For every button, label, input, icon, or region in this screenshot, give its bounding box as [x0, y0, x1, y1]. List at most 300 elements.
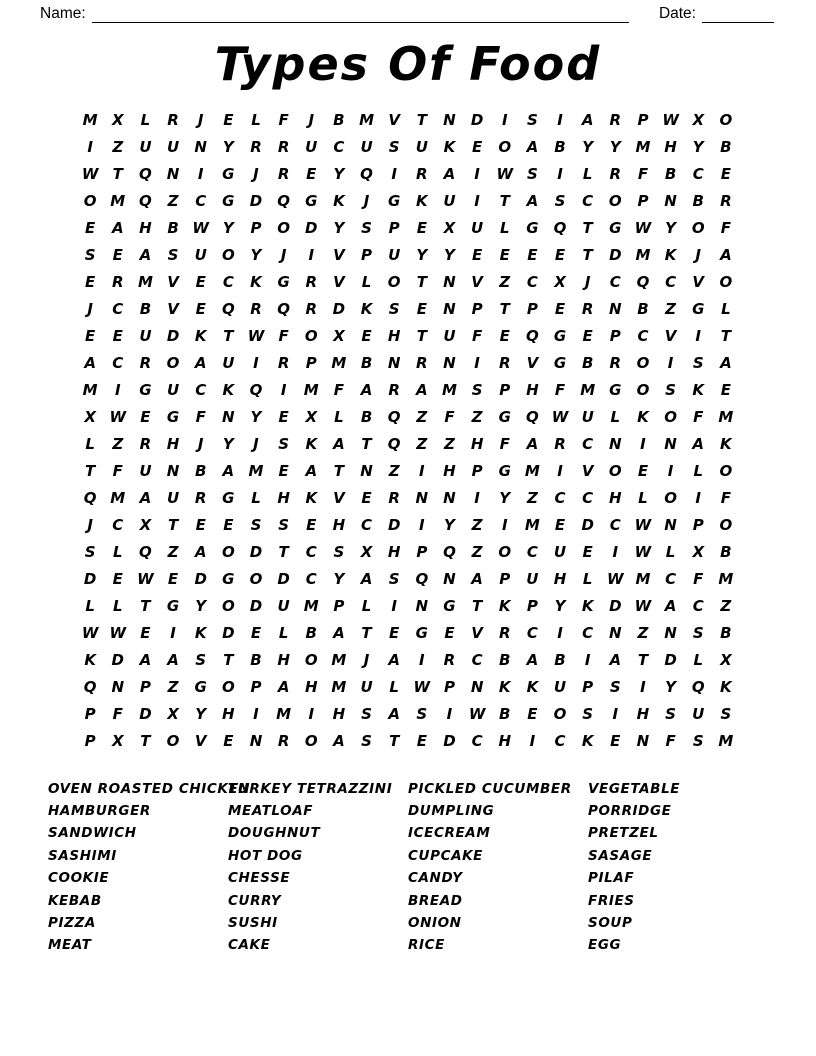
grid-cell: C	[554, 489, 566, 508]
grid-cell: O	[166, 732, 180, 751]
grid-cell: E	[195, 273, 206, 292]
grid-cell: Y	[416, 246, 428, 265]
grid-cell: K	[305, 435, 318, 454]
grid-cell: O	[304, 651, 318, 670]
word-item: CAKE	[228, 937, 271, 954]
grid-cell: Z	[167, 192, 179, 211]
grid-cell: T	[361, 624, 372, 643]
grid-cell: T	[333, 462, 345, 481]
grid-cell: J	[197, 435, 204, 454]
grid-cell: C	[665, 273, 677, 292]
grid-cell: V	[388, 111, 400, 130]
word-item: CANDY	[408, 870, 463, 887]
grid-cell: N	[664, 192, 677, 211]
grid-cell: A	[720, 246, 732, 265]
grid-cell: T	[223, 651, 234, 670]
grid-cell: Z	[112, 138, 124, 157]
grid-cell: H	[332, 516, 346, 535]
grid-cell: S	[361, 732, 372, 751]
grid-cell: E	[85, 327, 96, 346]
grid-cell: T	[112, 165, 123, 184]
grid-cell: Y	[195, 705, 207, 724]
grid-cell: M	[110, 489, 126, 508]
grid-cell: D	[664, 651, 677, 670]
grid-cell: K	[416, 192, 428, 211]
grid-cell: S	[361, 219, 372, 238]
grid-cell: D	[332, 300, 346, 319]
grid-cell: I	[87, 138, 93, 157]
grid-cell: A	[664, 597, 677, 616]
grid-cell: K	[720, 435, 732, 454]
grid-cell: A	[139, 651, 152, 670]
grid-cell: X	[692, 543, 705, 562]
grid-cell: F	[499, 435, 510, 454]
grid-cell: U	[139, 327, 152, 346]
grid-cell: V	[333, 273, 345, 292]
grid-cell: F	[195, 408, 206, 427]
grid-cell: U	[222, 354, 235, 373]
grid-cell: C	[471, 732, 483, 751]
word-item: EGG	[588, 937, 622, 954]
word-item: MEATLOAF	[228, 803, 314, 819]
grid-cell: A	[139, 246, 152, 265]
grid-cell: C	[222, 273, 234, 292]
grid-cell: U	[305, 138, 318, 157]
grid-cell: I	[640, 678, 646, 697]
word-list	[0, 778, 816, 957]
grid-cell: Y	[222, 435, 234, 454]
grid-cell: I	[529, 732, 536, 751]
grid-cell: K	[664, 246, 677, 265]
grid-cell: L	[278, 624, 289, 643]
word-item: COOKIE	[48, 870, 110, 887]
page-title: Types Of Food	[214, 37, 602, 91]
grid-cell: R	[609, 111, 622, 130]
grid-cell: M	[248, 462, 264, 481]
grid-cell: U	[139, 462, 152, 481]
grid-cell: K	[360, 300, 373, 319]
grid-cell: N	[415, 597, 429, 616]
grid-cell: F	[720, 219, 731, 238]
grid-cell: G	[305, 192, 318, 211]
grid-cell: A	[194, 354, 207, 373]
grid-cell: W	[81, 165, 99, 184]
grid-cell: Q	[443, 543, 456, 562]
grid-cell: T	[416, 111, 427, 130]
grid-cell: S	[416, 705, 428, 724]
grid-cell: I	[667, 462, 674, 481]
grid-cell: H	[222, 705, 235, 724]
grid-cell: R	[498, 354, 511, 373]
grid-cell: A	[443, 165, 456, 184]
grid-cell: Y	[692, 138, 704, 157]
grid-cell: S	[692, 354, 704, 373]
grid-cell: O	[249, 570, 263, 589]
grid-cell: W	[607, 570, 624, 589]
grid-cell: P	[84, 705, 96, 724]
grid-cell: J	[308, 111, 315, 130]
grid-cell: Z	[665, 300, 677, 319]
grid-cell: E	[499, 246, 510, 265]
word-item: MEAT	[48, 937, 92, 954]
grid-cell: P	[250, 219, 262, 238]
grid-cell: I	[695, 327, 702, 346]
grid-cell: X	[443, 219, 456, 238]
grid-cell: J	[280, 246, 287, 265]
grid-cell: Q	[83, 489, 97, 508]
grid-cell: T	[582, 246, 593, 265]
grid-cell: L	[693, 462, 703, 481]
word-item: RICE	[408, 937, 445, 954]
grid-cell: N	[249, 732, 263, 751]
grid-cell: F	[444, 408, 455, 427]
grid-cell: X	[720, 651, 732, 670]
grid-cell: B	[360, 354, 373, 373]
grid-cell: Z	[637, 624, 649, 643]
grid-cell: S	[526, 111, 538, 130]
grid-cell: Y	[250, 246, 262, 265]
grid-cell: W	[413, 678, 431, 697]
grid-cell: W	[634, 597, 652, 616]
grid-cell: R	[139, 435, 152, 454]
grid-cell: P	[443, 678, 455, 697]
grid-cell: X	[111, 732, 124, 751]
grid-cell: A	[526, 138, 539, 157]
grid-cell: N	[443, 111, 456, 130]
grid-cell: K	[84, 651, 96, 670]
grid-cell: A	[333, 732, 345, 751]
grid-cell: J	[363, 651, 370, 670]
grid-cell: B	[333, 111, 345, 130]
grid-cell: E	[112, 570, 123, 589]
grid-cell: O	[304, 732, 318, 751]
grid-cell: S	[388, 138, 400, 157]
grid-cell: O	[83, 192, 97, 211]
grid-cell: P	[609, 327, 621, 346]
grid-cell: U	[360, 678, 373, 697]
grid-cell: C	[526, 624, 538, 643]
grid-cell: Z	[471, 408, 483, 427]
grid-cell: Q	[387, 435, 401, 454]
grid-cell: I	[557, 624, 563, 643]
grid-cell: T	[582, 219, 593, 238]
grid-cell: R	[609, 165, 622, 184]
grid-cell: N	[609, 624, 622, 643]
grid-cell: S	[692, 624, 704, 643]
grid-cell: Z	[416, 408, 428, 427]
grid-cell: D	[609, 597, 622, 616]
grid-cell: J	[87, 300, 93, 319]
grid-cell: P	[471, 462, 483, 481]
grid-cell: A	[388, 651, 400, 670]
grid-cell: M	[580, 381, 596, 400]
grid-cell: M	[303, 381, 319, 400]
grid-cell: J	[695, 246, 702, 265]
grid-cell: Z	[720, 597, 732, 616]
grid-cell: D	[305, 219, 318, 238]
grid-cell: Q	[360, 165, 373, 184]
grid-cell: O	[304, 327, 318, 346]
grid-cell: L	[334, 408, 344, 427]
grid-cell: E	[112, 327, 123, 346]
grid-cell: T	[223, 327, 234, 346]
grid-cell: G	[609, 219, 622, 238]
grid-cell: P	[582, 678, 594, 697]
grid-cell: E	[85, 273, 96, 292]
grid-cell: W	[109, 624, 127, 643]
grid-cell: C	[526, 543, 538, 562]
grid-cell: W	[109, 408, 127, 427]
grid-cell: A	[360, 570, 373, 589]
grid-cell: A	[471, 570, 483, 589]
grid-cell: M	[359, 111, 374, 130]
grid-cell: N	[387, 354, 401, 373]
grid-cell: N	[222, 408, 235, 427]
word-item: HOT DOG	[228, 847, 303, 864]
grid-cell: E	[499, 327, 510, 346]
word-item: PORRIDGE	[588, 803, 672, 819]
grid-cell: G	[498, 462, 511, 481]
grid-cell: D	[470, 111, 484, 130]
grid-cell: B	[581, 354, 594, 373]
grid-cell: I	[557, 462, 563, 481]
grid-cell: Q	[139, 165, 152, 184]
grid-cell: C	[582, 624, 594, 643]
grid-cell: T	[720, 327, 731, 346]
grid-cell: X	[305, 408, 318, 427]
grid-cell: C	[609, 273, 621, 292]
grid-cell: V	[167, 273, 179, 292]
grid-cell: U	[360, 138, 373, 157]
grid-cell: I	[612, 705, 619, 724]
grid-cell: E	[527, 246, 538, 265]
grid-cell: N	[443, 570, 456, 589]
grid-cell: X	[692, 111, 705, 130]
grid-cell: B	[250, 651, 262, 670]
grid-cell: N	[360, 462, 373, 481]
grid-cell: L	[140, 111, 151, 130]
grid-cell: O	[691, 219, 705, 238]
grid-cell: L	[582, 570, 593, 589]
grid-cell: D	[609, 246, 622, 265]
grid-cell: N	[166, 462, 180, 481]
grid-cell: C	[361, 516, 373, 535]
grid-cell: I	[695, 489, 702, 508]
grid-cell: S	[84, 543, 96, 562]
grid-cell: I	[640, 435, 646, 454]
grid-cell: Z	[471, 516, 483, 535]
grid-cell: F	[278, 327, 289, 346]
grid-cell: I	[197, 165, 204, 184]
grid-cell: R	[416, 165, 428, 184]
grid-cell: U	[139, 138, 152, 157]
grid-cell: L	[85, 435, 95, 454]
grid-cell: R	[443, 651, 456, 670]
grid-cell: U	[166, 381, 180, 400]
grid-cell: S	[84, 246, 96, 265]
grid-cell: B	[720, 543, 732, 562]
grid-cell: G	[222, 570, 235, 589]
date-blank-line[interactable]	[702, 5, 774, 23]
grid-cell: K	[498, 597, 511, 616]
grid-cell: D	[581, 516, 594, 535]
grid-cell: M	[331, 354, 347, 373]
grid-cell: Y	[582, 138, 594, 157]
grid-cell: R	[277, 165, 290, 184]
grid-cell: H	[139, 219, 152, 238]
grid-cell: A	[526, 651, 539, 670]
grid-cell: U	[471, 219, 484, 238]
grid-cell: R	[388, 489, 400, 508]
grid-cell: L	[251, 111, 261, 130]
grid-cell: B	[194, 462, 207, 481]
grid-cell: H	[387, 543, 401, 562]
grid-cell: A	[139, 489, 152, 508]
grid-cell: E	[223, 111, 234, 130]
grid-cell: H	[636, 705, 650, 724]
grid-cell: G	[498, 408, 511, 427]
grid-cell: I	[474, 165, 480, 184]
grid-cell: E	[416, 300, 427, 319]
grid-cell: W	[496, 165, 514, 184]
grid-cell: D	[387, 516, 401, 535]
grid-cell: Z	[388, 462, 400, 481]
grid-cell: C	[112, 354, 124, 373]
grid-cell: G	[553, 354, 567, 373]
grid-cell: A	[416, 381, 428, 400]
grid-cell: G	[553, 327, 567, 346]
grid-cell: A	[692, 435, 705, 454]
grid-cell: I	[253, 354, 259, 373]
grid-cell: U	[526, 570, 539, 589]
grid-cell: B	[139, 300, 152, 319]
grid-cell: L	[610, 408, 621, 427]
grid-cell: B	[664, 165, 677, 184]
grid-cell: P	[499, 381, 511, 400]
grid-cell: E	[582, 543, 593, 562]
grid-cell: N	[609, 435, 622, 454]
grid-cell: C	[526, 273, 538, 292]
grid-cell: P	[139, 678, 151, 697]
grid-cell: O	[719, 516, 733, 535]
grid-cell: E	[554, 246, 566, 265]
grid-cell: S	[582, 705, 594, 724]
grid-cell: Y	[222, 138, 234, 157]
grid-cell: Q	[526, 408, 539, 427]
grid-cell: B	[720, 138, 732, 157]
grid-cell: K	[692, 381, 705, 400]
grid-cell: Y	[222, 219, 234, 238]
grid-cell: V	[167, 300, 179, 319]
grid-cell: K	[498, 678, 511, 697]
grid-cell: M	[110, 192, 126, 211]
grid-cell: I	[391, 597, 397, 616]
grid-cell: Y	[250, 408, 262, 427]
grid-cell: E	[554, 300, 566, 319]
grid-cell: L	[389, 678, 399, 697]
grid-cell: V	[333, 489, 345, 508]
grid-cell: A	[720, 354, 732, 373]
grid-cell: B	[305, 624, 317, 643]
grid-cell: S	[388, 570, 400, 589]
grid-cell: B	[499, 705, 511, 724]
grid-cell: E	[140, 624, 151, 643]
grid-cell: M	[82, 381, 98, 400]
grid-cell: Y	[665, 678, 677, 697]
grid-cell: I	[170, 624, 176, 643]
grid-cell: W	[468, 705, 486, 724]
grid-cell: A	[111, 219, 124, 238]
grid-cell: U	[388, 246, 401, 265]
grid-cell: O	[498, 543, 512, 562]
grid-cell: K	[333, 192, 345, 211]
grid-cell: I	[667, 354, 674, 373]
word-item: ICECREAM	[408, 825, 491, 842]
grid-cell: E	[278, 408, 289, 427]
grid-cell: D	[249, 543, 263, 562]
grid-cell: W	[81, 624, 99, 643]
grid-cell: G	[194, 678, 207, 697]
grid-cell: O	[608, 462, 622, 481]
grid-cell: Z	[499, 273, 511, 292]
grid-cell: M	[635, 570, 651, 589]
grid-cell: V	[471, 273, 483, 292]
grid-cell: I	[474, 489, 480, 508]
grid-cell: Z	[526, 489, 538, 508]
grid-cell: R	[277, 354, 290, 373]
grid-cell: D	[249, 597, 263, 616]
grid-cell: A	[84, 354, 96, 373]
grid-cell: S	[250, 516, 262, 535]
grid-cell: I	[308, 246, 315, 265]
grid-cell: W	[192, 219, 209, 238]
grid-cell: E	[278, 462, 289, 481]
grid-cell: Z	[167, 543, 179, 562]
grid-cell: U	[194, 246, 207, 265]
grid-cell: N	[443, 300, 456, 319]
grid-cell: R	[305, 300, 318, 319]
word-item: PRETZEL	[588, 825, 659, 842]
grid-cell: F	[665, 732, 676, 751]
grid-cell: C	[112, 300, 124, 319]
grid-cell: X	[139, 516, 152, 535]
grid-cell: A	[194, 543, 207, 562]
grid-cell: U	[553, 543, 567, 562]
grid-cell: V	[526, 354, 539, 373]
name-blank-line[interactable]	[92, 5, 629, 23]
grid-cell: S	[278, 435, 290, 454]
grid-cell: C	[637, 327, 649, 346]
grid-cell: E	[361, 489, 372, 508]
grid-cell: G	[692, 300, 705, 319]
grid-cell: P	[333, 597, 345, 616]
grid-cell: Q	[387, 408, 401, 427]
grid-cell: Y	[554, 597, 566, 616]
grid-cell: N	[636, 732, 650, 751]
grid-cell: E	[582, 327, 593, 346]
grid-cell: O	[719, 273, 733, 292]
grid-cell: E	[223, 732, 234, 751]
grid-cell: E	[112, 246, 123, 265]
grid-cell: H	[609, 489, 622, 508]
grid-cell: G	[139, 381, 152, 400]
grid-cell: G	[388, 192, 401, 211]
grid-cell: N	[664, 624, 677, 643]
grid-cell: O	[498, 138, 512, 157]
grid-cell: A	[526, 435, 539, 454]
grid-cell: I	[419, 651, 425, 670]
grid-cell: G	[609, 381, 622, 400]
